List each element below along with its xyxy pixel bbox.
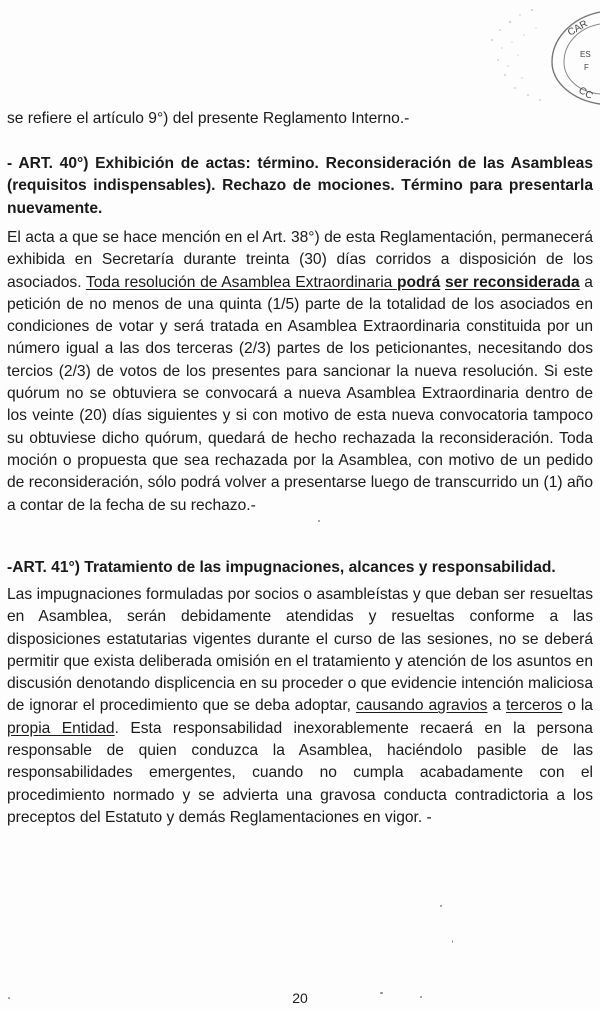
art41-text-1: Las impugnaciones formuladas por socios o asambleístas y que deban ser resueltas en Asamblea, serán debidamente atendidas y resueltas conforme a las disposiciones estatutarias vigentes durante el curso de las sesiones, no se deberá permitir que exista deliberada omisión en el tratamiento y atención de los asuntos en discusión denotando displicencia en su proceder o que evidencie intención maliciosa de ignorar el procedimiento que se deba adoptar, [7, 586, 594, 715]
art40-bold-underlined-1: podrá [396, 273, 441, 291]
art41-text-a: a [487, 697, 506, 715]
art41-underlined-1: causando agravios [355, 697, 488, 715]
art40-text-1: El acta a que se hace mención en el Art. 38°) de esta Reglamentación, permanecerá exhibida en Secretaría durante treinta (30) días corridos a disposición de los asociados. [7, 229, 593, 291]
art41-body [7, 584, 593, 829]
scan-speck [440, 905, 442, 907]
art41-text-2: . Esta responsabilidad inexorablemente recaerá en la persona responsable de quien conduzca la Asamblea, haciéndolo pasible de las responsabilidades emergentes, cuando no cumpla acabadamente con el procedimiento normado y se advierta una gravosa conducta contradictoria a los preceptos del Estatuto y demás Reglamentaciones en vigor. - [7, 719, 593, 826]
art40-body [7, 227, 593, 517]
art41-text-b: o la [562, 697, 593, 715]
page-number: 20 [292, 990, 308, 1006]
scan-speck [318, 520, 320, 522]
art41-heading: -ART. 41°) Tratamiento de las impugnaciones, alcances y responsabilidad. [7, 559, 556, 576]
art40-text-2: a petición de no menos de una quinta (1/5) parte de la totalidad de los asociados en condiciones de votar y será tratada en Asamblea Extraordinaria constituida por un número igual a las dos terceras (2/3) partes de los peticionantes, necesitando dos tercios (2/3) de votos de los presentes para sancionar la nueva resolución. Si este quórum no se obtuviera se convocará a nueva Asamblea Extraordinaria dentro de los veinte (20) días siguientes y si con motivo de esta nueva convocatoria tampoco su obtuviese dicho quórum, quedará de hecho rechazada la reconsideración. Toda moción o propuesta que sea rechazada por la Asamblea, con motivo de un pedido de reconsideración, sólo podrá volver a presentarse luego de transcurrido un (1) año a contar de la fecha de su rechazo.- [7, 273, 593, 514]
stamp-text-2: ES [580, 50, 591, 59]
art40-bold-underlined-2: ser reconsiderada [444, 273, 580, 291]
stamp-text-1: CAR [566, 18, 590, 39]
continuation-line: se refiere el artículo 9°) del presente Reglamento Interno.- [7, 110, 410, 127]
art40-underlined: Toda resolución de Asamblea Extraordinaria [85, 273, 397, 291]
art41-underlined-3: propia Entidad [7, 719, 115, 737]
scan-speck [452, 940, 453, 943]
seal-stamp-icon [480, 0, 600, 110]
stamp-text-4: CC [576, 85, 595, 102]
art41-underlined-2: terceros [505, 697, 563, 715]
art40-heading: - ART. 40°) Exhibición de actas: término. Reconsideración de las Asambleas (requisitos indispensables). Rechazo de mociones. Término para presentarla nuevamente. [7, 155, 593, 217]
stamp-text-3: F [584, 63, 589, 72]
